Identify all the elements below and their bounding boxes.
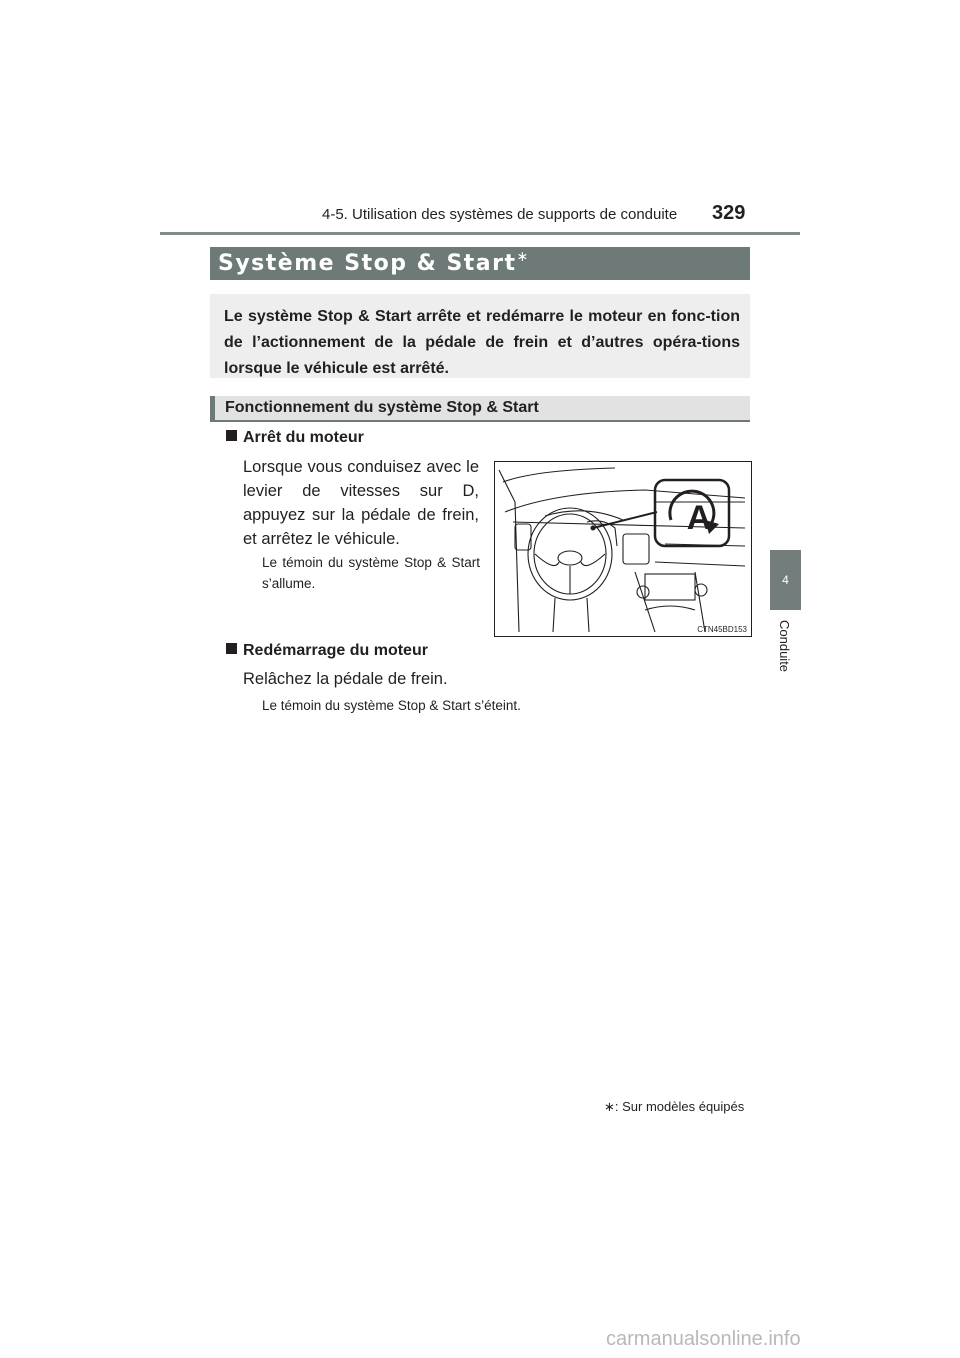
footnote-text: : Sur modèles équipés xyxy=(614,1099,745,1114)
section-title-marker: ∗ xyxy=(516,249,530,265)
section-title-bar xyxy=(210,247,750,280)
subsection-accent xyxy=(210,396,215,422)
section-title xyxy=(218,251,530,276)
subsection-title: Fonctionnement du système Stop & Start xyxy=(225,399,539,416)
item-heading-text: Redémarrage du moteur xyxy=(243,642,428,659)
page-number: 329 xyxy=(712,202,746,224)
intro-box xyxy=(210,294,750,378)
item-note-engine-restart: Le témoin du système Stop & Start s’éteint. xyxy=(262,698,521,713)
footnote xyxy=(604,1099,744,1115)
dashboard-illustration xyxy=(494,461,752,637)
intro-text: Le système Stop & Start arrête et redémarre le moteur en fonc-tion de l’actionnement de la pédale de frein et d’autres opéra-tions lorsque le véhicule est arrêté. xyxy=(224,308,740,377)
item-body-engine-stop: Lorsque vous conduisez avec le levier de vitesses sur D, appuyez sur la pédale de frein, et arrêtez le véhicule. xyxy=(243,458,479,548)
item-heading-engine-restart xyxy=(226,642,428,660)
item-heading-text: Arrêt du moteur xyxy=(243,429,364,446)
footnote-marker: ∗ xyxy=(604,1099,615,1114)
stop-start-indicator-letter: A xyxy=(686,499,712,537)
chapter-tab: 4 xyxy=(770,550,801,610)
chapter-label xyxy=(774,620,794,680)
item-heading-engine-stop xyxy=(226,429,364,447)
item-note-engine-stop: Le témoin du système Stop & Start s’allume. xyxy=(262,555,480,591)
chapter-label-text: Conduite xyxy=(777,620,792,673)
header-rule xyxy=(160,232,800,235)
section-title-text: Système Stop & Start xyxy=(218,251,517,276)
item-body-engine-restart: Relâchez la pédale de frein. xyxy=(243,670,448,688)
watermark: carmanualsonline.info xyxy=(606,1328,801,1350)
dashboard-drawing xyxy=(495,462,751,636)
running-header: 4-5. Utilisation des systèmes de supports de conduite xyxy=(322,206,678,223)
figure-code: CTN45BD153 xyxy=(697,625,747,634)
square-bullet-icon xyxy=(226,430,237,441)
subsection-bar xyxy=(210,396,750,422)
square-bullet-icon xyxy=(226,643,237,654)
